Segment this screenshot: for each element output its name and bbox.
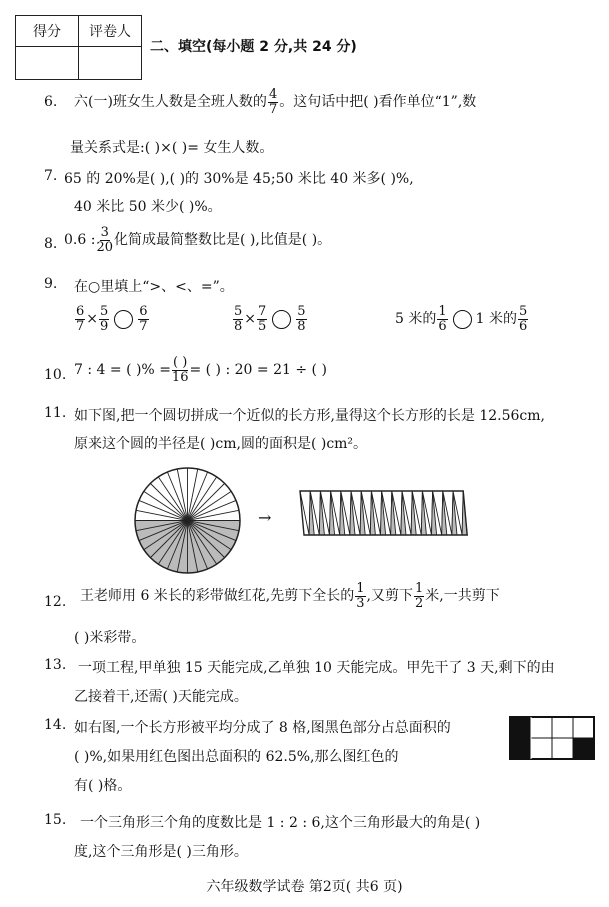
q12-f1-num: 1	[356, 581, 365, 596]
q8-number: 8.	[44, 236, 58, 252]
q14-cell-6	[531, 738, 552, 759]
q9-e2-an: 5	[234, 304, 243, 319]
q9-e1-ad: 7	[76, 318, 85, 334]
score-header: 得分	[16, 16, 79, 47]
q9-expr1	[74, 305, 150, 333]
q11-line2: 原来这个圆的半径是( )cm,圆的面积是( )cm²。	[74, 436, 368, 452]
q9-e2-op: ×	[244, 311, 257, 328]
q9-e3-mid: 1 米的	[475, 311, 517, 328]
q13-line2: 乙接着干,还需( )天能完成。	[74, 689, 248, 705]
q9-e2-bn: 7	[258, 304, 267, 319]
q10-fraction-num: ( )	[173, 355, 188, 370]
q9-e3-bn: 5	[519, 304, 528, 319]
grader-header: 评卷人	[79, 16, 142, 47]
q8-fraction-den: 20	[96, 239, 113, 255]
q12-text-a: 王老师用 6 米长的彩带做红花,先剪下全长的	[80, 588, 355, 605]
q14-cell-1	[510, 717, 531, 738]
q9-e3-answer-circle[interactable]	[453, 310, 472, 329]
q12-f1-den: 3	[356, 595, 365, 611]
q12-line2: ( )米彩带。	[74, 630, 146, 646]
arrow-right-icon: →	[258, 508, 272, 527]
q9-e1-cn: 6	[139, 304, 148, 319]
q9-e1-bn: 5	[100, 304, 109, 319]
q9-expr3	[395, 305, 529, 333]
q9-e2-cn: 5	[297, 304, 306, 319]
q14-cell-7	[552, 738, 573, 759]
q12-text-b: ,又剪下	[366, 588, 413, 605]
grader-cell[interactable]	[79, 47, 142, 80]
q9-e2-answer-circle[interactable]	[272, 310, 291, 329]
q6-text-b: 。这句话中把( )看作单位“1”,数	[279, 94, 477, 111]
q8-text-a: 0.6 :	[64, 232, 96, 249]
q14-cell-3	[552, 717, 573, 738]
q12-line1	[80, 582, 500, 610]
q9-e2-cd: 8	[297, 318, 306, 334]
q9-e3-pre: 5 米的	[395, 311, 437, 328]
q8-line	[64, 226, 331, 254]
q12-f2-den: 2	[415, 595, 424, 611]
q14-cell-2	[531, 717, 552, 738]
q11-approx-rectangle	[298, 489, 474, 537]
q14-line2: ( )%,如果用红色图出总面积的 62.5%,那么图红色的	[74, 749, 399, 765]
score-table	[15, 15, 142, 80]
q9-e1-frac-a	[75, 305, 85, 333]
q7-line2: 40 米比 50 米少( )%。	[74, 199, 222, 215]
q9-e1-op: ×	[86, 311, 99, 328]
q13-number: 13.	[44, 657, 67, 673]
q11-number: 11.	[44, 405, 67, 421]
q11-line1: 如下图,把一个圆切拼成一个近似的长方形,量得这个长方形的长是 12.56cm,	[74, 408, 545, 424]
q9-e1-frac-b	[99, 305, 109, 333]
q6-text-a: 六(一)班女生人数是全班人数的	[74, 94, 267, 111]
q8-fraction	[96, 226, 113, 254]
q15-number: 15.	[44, 812, 67, 828]
q9-e2-frac-a	[233, 305, 243, 333]
q9-e1-cd: 7	[139, 318, 148, 334]
q11-rectangle-sectors	[300, 491, 467, 535]
q14-grid	[509, 716, 596, 762]
q9-e3-frac-a	[437, 305, 447, 333]
q9-e2-frac-b	[257, 305, 267, 333]
q10-number: 10.	[44, 367, 67, 383]
q9-number: 9.	[44, 276, 58, 292]
q9-e3-frac-b	[518, 305, 528, 333]
q8-text-b: 化简成最简整数比是( ),比值是( )。	[113, 232, 332, 249]
q12-fraction-1	[355, 582, 365, 610]
q8-fraction-num: 3	[100, 225, 109, 240]
q9-e3-bd: 6	[519, 318, 528, 334]
q9-e1-answer-circle[interactable]	[114, 310, 133, 329]
section-title: 二、填空(每小题 2 分,共 24 分)	[150, 39, 357, 55]
q10-fraction	[172, 356, 189, 384]
q6-fraction-num: 4	[268, 87, 278, 102]
q10-text-b: = ( ) : 20 = 21 ÷ ( )	[189, 362, 327, 379]
q14-line1: 如右图,一个长方形被平均分成了 8 格,图黑色部分占总面积的	[74, 720, 451, 736]
q6-fraction	[268, 88, 278, 116]
score-cell[interactable]	[16, 47, 79, 80]
q10-text-a: 7 : 4 = ( )% =	[74, 362, 171, 379]
page-footer: 六年级数学试卷 第2页( 共6 页)	[206, 879, 403, 895]
q9-e1-an: 6	[76, 304, 85, 319]
q12-f2-num: 1	[415, 581, 424, 596]
q9-line1: 在○里填上“>、<、=”。	[74, 279, 234, 295]
q9-e1-frac-c	[138, 305, 148, 333]
q14-cell-4	[573, 717, 594, 738]
q14-line3: 有( )格。	[74, 778, 132, 794]
q9-expr2	[232, 305, 308, 333]
q6-line1	[74, 88, 476, 116]
q9-e2-bd: 5	[258, 318, 267, 334]
q15-line2: 度,这个三角形是( )三角形。	[74, 844, 248, 860]
q14-number: 14.	[44, 717, 67, 733]
q6-number: 6.	[44, 94, 58, 110]
q10-fraction-den: 16	[171, 369, 189, 385]
q14-cell-8	[573, 738, 594, 759]
q12-fraction-2	[414, 582, 424, 610]
q13-line1: 一项工程,甲单独 15 天能完成,乙单独 10 天能完成。甲先干了 3 天,剩下的由	[78, 660, 555, 676]
q12-text-c: 米,一共剪下	[425, 588, 500, 605]
q6-fraction-den: 7	[268, 101, 278, 117]
q11-sector-circle	[130, 463, 245, 578]
q7-number: 7.	[44, 168, 58, 184]
q6-line2: 量关系式是:( )×( )= 女生人数。	[70, 140, 274, 156]
q10-line	[74, 356, 327, 384]
q15-line1: 一个三角形三个角的度数比是 1 : 2 : 6,这个三角形最大的角是( )	[80, 815, 481, 831]
q9-e1-bd: 9	[100, 318, 109, 334]
q9-e3-ad: 6	[438, 318, 447, 334]
q9-e3-an: 1	[438, 304, 447, 319]
q9-e2-frac-c	[296, 305, 306, 333]
q9-e2-ad: 8	[234, 318, 243, 334]
q14-cell-5	[510, 738, 531, 759]
q7-line1: 65 的 20%是( ),( )的 30%是 45;50 米比 40 米多( )%,	[64, 171, 414, 187]
q12-number: 12.	[44, 594, 67, 610]
